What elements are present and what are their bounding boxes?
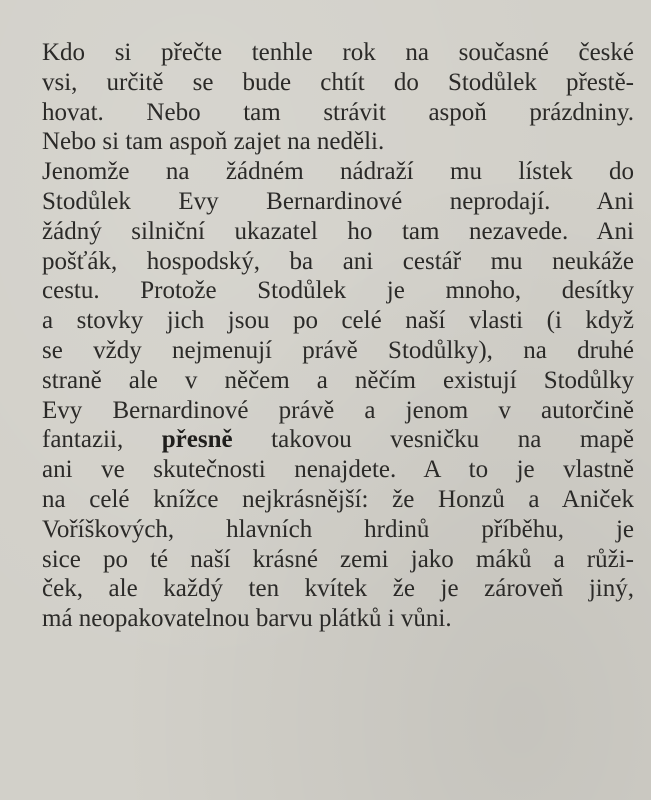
text-line: Stodůlek Evy Bernardinové neprodají. Ani (42, 187, 634, 215)
text-line: sice po té naší krásné zemi jako máků a růži- (42, 545, 634, 573)
text-line: se vždy nejmenují právě Stodůlky), na druhé (42, 336, 634, 364)
bold-emphasis: přesně (161, 426, 233, 454)
text-line: ček, ale každý ten kvítek že je zároveň jiný, (42, 575, 634, 603)
text-line: Kdo si přečte tenhle rok na současné české (42, 39, 634, 66)
text-line: má neopakovatelnou barvu plátků i vůni. (42, 605, 452, 633)
text-line: Jenomže na žádném nádraží mu lístek do (42, 158, 634, 186)
text-line: hovat. Nebo tam strávit aspoň prázdniny. (42, 98, 634, 126)
text-line: na celé knížce nejkrásnější: že Honzů a Aniček (42, 485, 634, 513)
text-fragment: takovou vesničku na mapě (232, 426, 634, 454)
text-line: Nebo si tam aspoň zajet na neděli. (42, 128, 385, 156)
text-line: a stovky jich jsou po celé naší vlasti (i když (42, 307, 634, 335)
text-line: žádný silniční ukazatel ho tam nezavede. Ani (42, 217, 634, 245)
text-line-with-emphasis (42, 425, 634, 455)
text-line: vsi, určitě se bude chtít do Stodůlek přestě- (42, 68, 634, 96)
text-line: ani ve skutečnosti nenajdete. A to je vlastně (42, 456, 634, 484)
text-fragment: fantazii, (42, 426, 162, 454)
text-line: cestu. Protože Stodůlek je mnoho, desítky (42, 277, 634, 305)
text-line: straně ale v něčem a něčím existují Stodůlky (42, 366, 634, 394)
text-line: Evy Bernardinové právě a jenom v autorčině (42, 396, 634, 424)
text-line: pošťák, hospodský, ba ani cestář mu neukáže (42, 247, 634, 275)
text-block (42, 38, 634, 634)
text-line: Voříškových, hlavních hrdinů příběhu, je (42, 515, 634, 543)
